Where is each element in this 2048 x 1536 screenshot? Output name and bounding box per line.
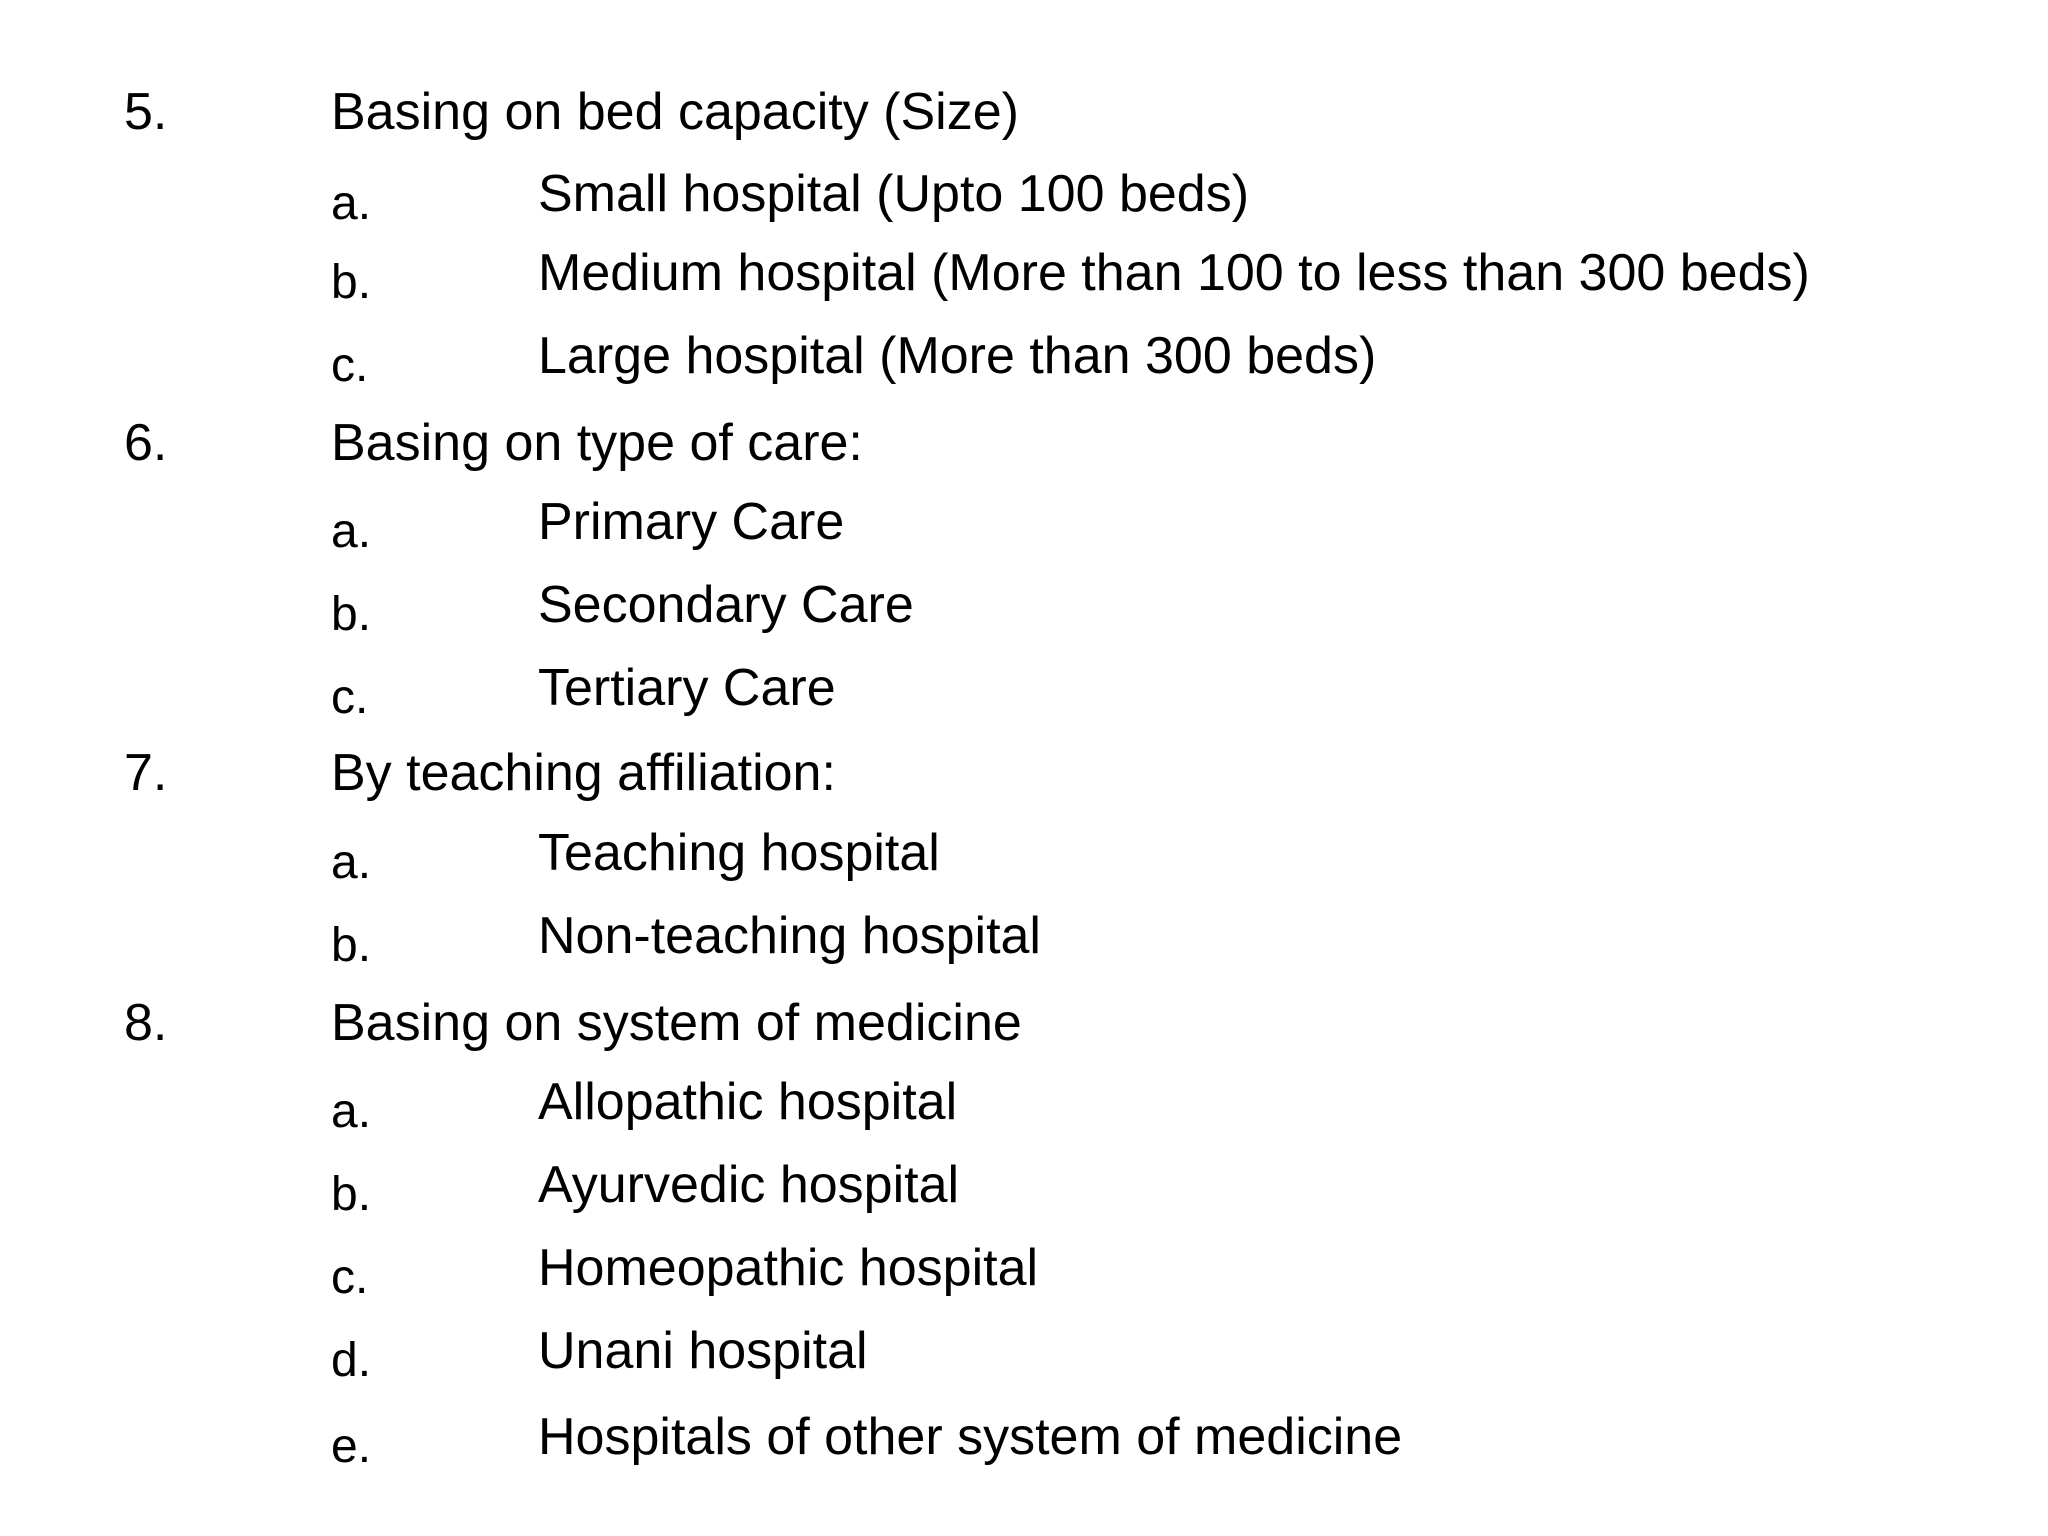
list-item-letter: c. <box>331 1251 369 1304</box>
list-item <box>0 658 2048 728</box>
list-item-text: Non-teaching hospital <box>538 907 1041 965</box>
list-item-text: Small hospital (Upto 100 beds) <box>538 165 1250 223</box>
list-item-text: Allopathic hospital <box>538 1073 958 1131</box>
list-item-text: Large hospital (More than 300 beds) <box>538 327 1377 385</box>
section-heading-6 <box>0 413 2048 483</box>
list-item-letter: a. <box>331 836 372 889</box>
list-item <box>0 1155 2048 1225</box>
list-item-letter: e. <box>331 1420 372 1473</box>
list-item-letter: b. <box>331 588 372 641</box>
list-item-text: Homeopathic hospital <box>538 1239 1039 1297</box>
list-item-text: Teaching hospital <box>538 824 940 882</box>
list-item-letter: a. <box>331 1085 372 1138</box>
section-heading-text: By teaching affiliation: <box>331 744 836 802</box>
list-item-letter: b. <box>331 1168 372 1221</box>
list-item-letter: b. <box>331 256 372 309</box>
list-item-text: Hospitals of other system of medicine <box>538 1408 1403 1466</box>
list-item-letter: a. <box>331 505 372 558</box>
list-item-letter: d. <box>331 1334 372 1387</box>
list-item-text: Tertiary Care <box>538 659 836 717</box>
section-number: 5. <box>124 83 168 141</box>
section-heading-text: Basing on bed capacity (Size) <box>331 83 1019 141</box>
section-number: 7. <box>124 744 168 802</box>
list-item <box>0 1407 2048 1477</box>
list-item-text: Medium hospital (More than 100 to less than 300 beds) <box>538 244 1810 302</box>
list-item-letter: a. <box>331 177 372 230</box>
list-item <box>0 1072 2048 1142</box>
list-item <box>0 575 2048 645</box>
section-heading-8 <box>0 993 2048 1063</box>
list-item-text: Unani hospital <box>538 1322 868 1380</box>
list-item-letter: c. <box>331 339 369 392</box>
section-heading-5 <box>0 82 2048 152</box>
list-item <box>0 326 2048 396</box>
section-number: 8. <box>124 994 168 1052</box>
section-heading-text: Basing on type of care: <box>331 414 863 472</box>
list-item-text: Secondary Care <box>538 576 914 634</box>
list-item-text: Ayurvedic hospital <box>538 1156 960 1214</box>
list-item <box>0 823 2048 893</box>
section-heading-text: Basing on system of medicine <box>331 994 1022 1052</box>
list-item <box>0 243 2048 313</box>
list-item <box>0 906 2048 976</box>
list-item <box>0 1238 2048 1308</box>
list-item <box>0 164 2048 234</box>
list-item-letter: c. <box>331 671 369 724</box>
list-item-text: Primary Care <box>538 493 845 551</box>
section-heading-7 <box>0 743 2048 813</box>
list-item <box>0 492 2048 562</box>
list-item-letter: b. <box>331 919 372 972</box>
list-item <box>0 1321 2048 1391</box>
section-number: 6. <box>124 414 168 472</box>
